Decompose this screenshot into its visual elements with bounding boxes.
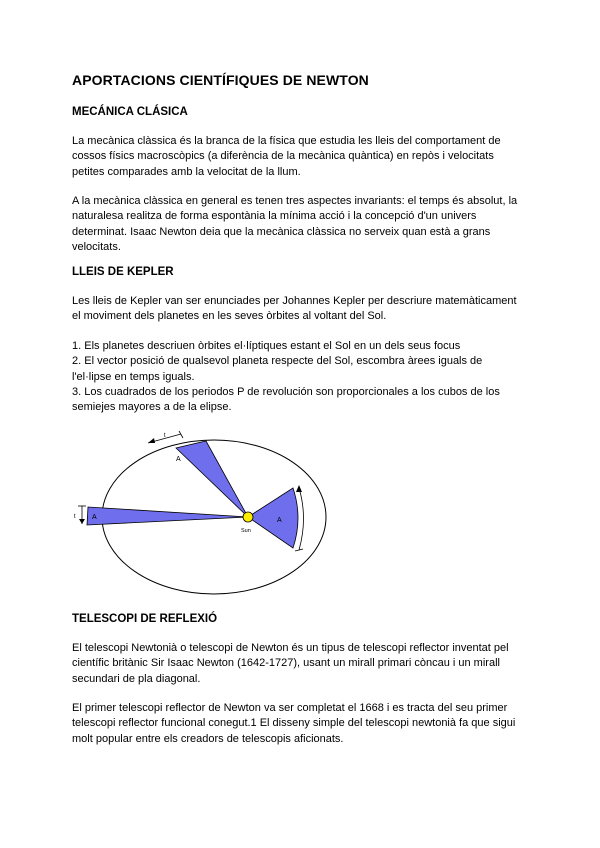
arrowhead-icon [148,438,155,443]
text-line: cossos físics macroscòpics (a diferència de la mecànica quàntica) en repòs i velocitats [72,150,494,163]
text-line: determinat. Isaac Newton deia que la mecànica clàssica no serveix quan està a grans [72,225,491,238]
text-line: petites comparades amb la velocitat de la llum. [72,165,301,178]
text-line: El telescopi Newtonià o telescopi de Newton és un tipus de telescopi reflector inventat pel [72,642,509,654]
text-line: científic britànic Sir Isaac Newton (1642-1727), usant un mirall primari còncau i un mirall [72,657,500,670]
heading-kepler: LLEIS DE KEPLER [72,266,174,278]
kepler-orbit-diagram [72,430,332,600]
time-label-left: t [74,514,76,520]
text-line: naturalesa realitza de forma espontània la mínima acció i la concepció d'un univers [72,210,477,223]
arrowhead-icon [296,485,302,492]
list-item: 1. Els planetes descriuen òrbites el·líptiques estant el Sol en un dels seus focus [72,340,461,352]
time-marker-right [299,488,304,550]
list-item: 3. Los cuadrados de los periodos P de revolución son proporcionales a los cubos de los [72,385,500,398]
list-item: 2. El vector posició de qualsevol planeta respecte del Sol, escombra àrees iguals de [72,355,483,368]
list-item: semiejes mayores a de la elipse. [72,401,232,414]
area-sector-right [248,488,298,548]
heading-mecanica: MECÁNICA CLÁSICA [72,106,188,118]
paragraph-kepler-1 [72,294,532,325]
area-label-right: A [277,517,282,524]
paragraph-telescopi-2 [72,701,532,747]
area-sector-left [87,507,248,525]
text-line: Les lleis de Kepler van ser enunciades per Johannes Kepler per descriure matemàticament [72,295,517,307]
text-line: el moviment dels planetes en les seves òrbites al voltant del Sol. [72,310,387,323]
area-label-left: A [92,514,97,521]
text-line: molt popular entre els creadors de telescopis aficionats. [72,732,344,745]
text-line: La mecànica clàssica és la branca de la física que estudia les lleis del comportament de [72,135,501,147]
list-item: l'el·lipse en temps iguals. [72,370,195,383]
text-line: secundari de pla diagonal. [72,672,201,685]
time-label-top: t [164,433,166,439]
text-line: telescopi reflector funcional conegut.1 El disseny simple del telescopi newtonià fa que sigui [72,717,516,730]
arrowhead-icon [79,519,85,524]
heading-telescopi: TELESCOPI DE REFLEXIÓ [72,613,218,625]
paragraph-telescopi-1 [72,641,532,687]
document-title: APORTACIONS CIENTÍFIQUES DE NEWTON [72,72,369,88]
paragraph-mecanica-2 [72,194,532,255]
paragraph-mecanica-1 [72,134,532,180]
text-line: velocitats. [72,240,121,253]
text-line: El primer telescopi reflector de Newton va ser completat el 1668 i es tracta del seu primer [72,702,508,714]
area-label-top: A [176,456,181,463]
area-sector-top [176,441,248,517]
kepler-laws-list [72,339,532,415]
sun-label: Sun [241,528,251,534]
sun-icon [243,512,253,522]
text-line: A la mecànica clàssica en general es tenen tres aspectes invariants: el temps és absolut, la [72,195,518,207]
